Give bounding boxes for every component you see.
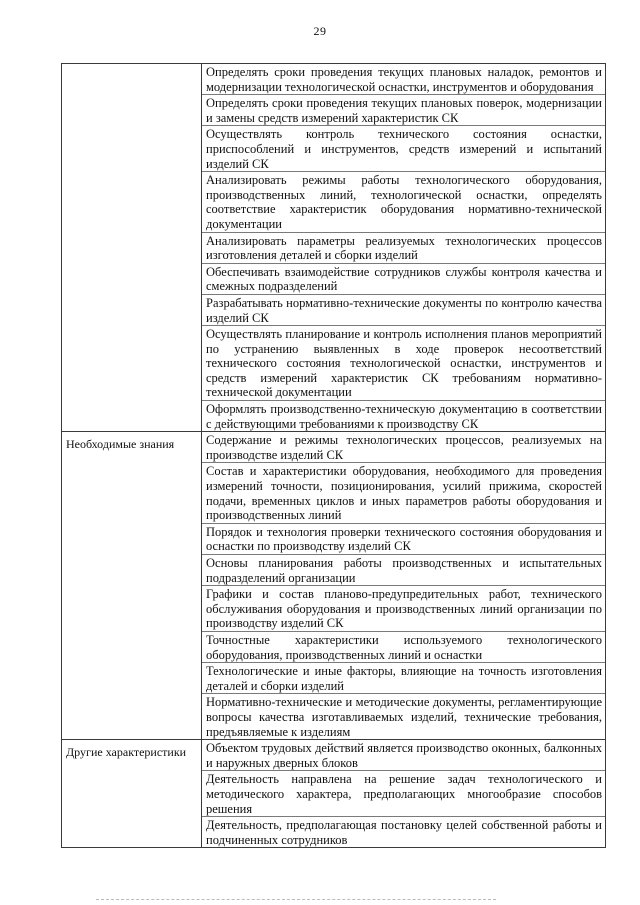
list-item: Нормативно-технические и методические документы, регламентирующие вопросы качества изготавливаемых изделий, технические требования, предъявляемые к изделиям bbox=[206, 695, 602, 739]
list-item: Деятельность направлена на решение задач технологического и методического характера, предполагающих многообразие способов решения bbox=[202, 771, 605, 817]
row-items bbox=[202, 432, 606, 740]
list-item: Оформлять производственно-техническую документацию в соответствии с действующими требованиями к производству СК bbox=[206, 402, 602, 431]
list-item: Основы планирования работы производственных и испытательных подразделений организации bbox=[202, 555, 605, 586]
list-item: Анализировать режимы работы технологического оборудования, производственных линий, технологической оснастки, определять соответствие характеристик оборудования нормативно-технической документации bbox=[202, 172, 605, 232]
list-item: Разрабатывать нормативно-технические документы по контролю качества изделий СК bbox=[202, 295, 605, 326]
row-label: Необходимые знания bbox=[62, 432, 202, 740]
list-item: Порядок и технология проверки технического состояния оборудования и оснастки по производству изделий СК bbox=[202, 524, 605, 555]
list-item: Обеспечивать взаимодействие сотрудников службы контроля качества и смежных подразделений bbox=[202, 264, 605, 295]
list-item: Анализировать параметры реализуемых технологических процессов изготовления деталей и сборки изделий bbox=[202, 233, 605, 264]
page-number: 29 bbox=[313, 24, 327, 38]
row-items bbox=[202, 740, 606, 848]
table-row-other bbox=[62, 740, 606, 848]
table-row-knowledge bbox=[62, 432, 606, 740]
list-item: Содержание и режимы технологических процессов, реализуемых на производстве изделий СК bbox=[202, 432, 605, 463]
row-items bbox=[202, 64, 606, 432]
list-item: Осуществлять планирование и контроль исполнения планов мероприятий по устранению выявленных в ходе проверок несоответствий технического состояния технологической оснастки, инструментов и средств измерений характеристик СК требованиям нормативно-технической документации bbox=[202, 326, 605, 401]
list-item: Определять сроки проведения текущих плановых наладок, ремонтов и модернизации технологической оснастки, инструментов и оборудования bbox=[202, 64, 605, 95]
list-item: Деятельность, предполагающая постановку целей собственной работы и подчиненных сотрудников bbox=[206, 818, 602, 847]
list-item: Объектом трудовых действий является производство оконных, балконных и наружных дверных блоков bbox=[202, 740, 605, 771]
table-row-skills bbox=[62, 64, 606, 432]
list-item: Осуществлять контроль технического состояния оснастки, приспособлений и инструментов, средств измерений и испытаний изделий СК bbox=[202, 126, 605, 172]
list-item: Технологические и иные факторы, влияющие на точность изготовления деталей и сборки изделий bbox=[202, 663, 605, 694]
competency-table bbox=[61, 63, 606, 848]
list-item: Состав и характеристики оборудования, необходимого для проведения измерений точности, позиционирования, усилий прижима, скоростей подачи, временных циклов и иных параметров работы оборудования и производственных линий bbox=[202, 463, 605, 523]
row-label: Другие характеристики bbox=[62, 740, 202, 848]
scan-artifact-line bbox=[96, 899, 496, 901]
list-item: Графики и состав планово-предупредительных работ, технического обслуживания оборудования и производственных линий организации по производству изделий СК bbox=[202, 586, 605, 632]
list-item: Определять сроки проведения текущих плановых поверок, модернизации и замены средств измерений характеристик СК bbox=[202, 95, 605, 126]
list-item: Точностные характеристики используемого технологического оборудования, производственных линий и оснастки bbox=[202, 632, 605, 663]
row-label bbox=[62, 64, 202, 432]
